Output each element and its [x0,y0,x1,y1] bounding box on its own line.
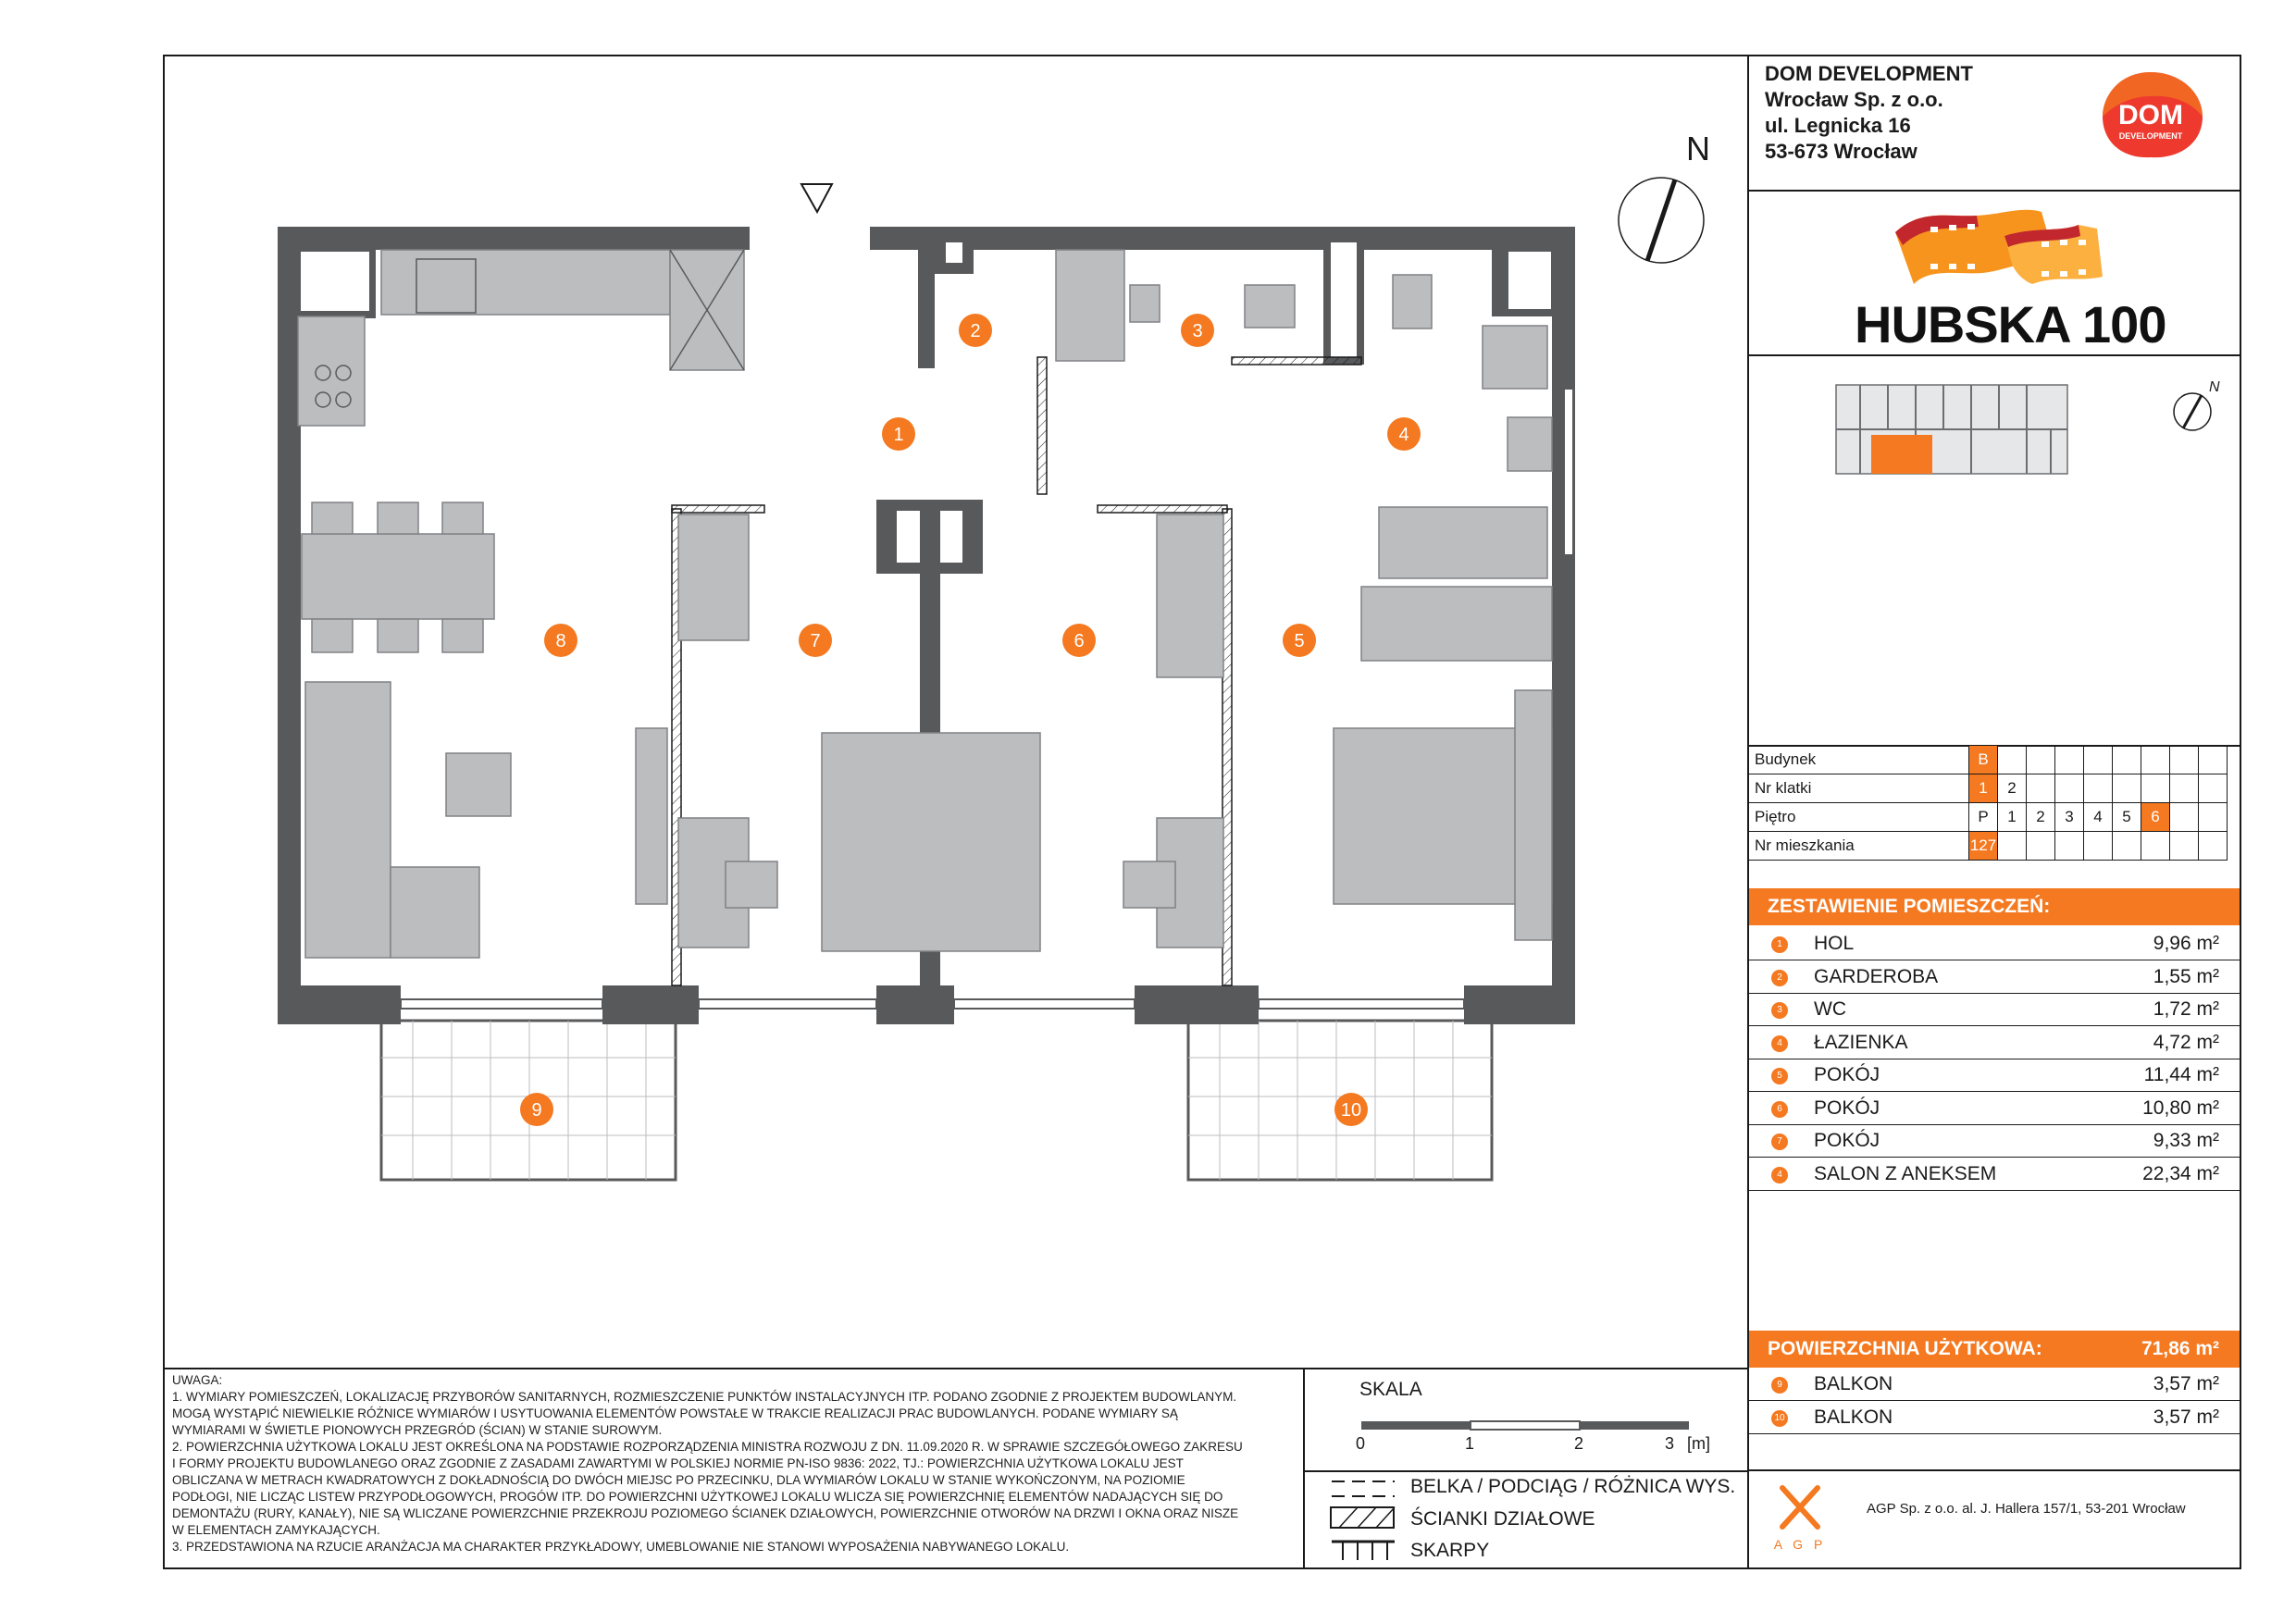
param-cell [2170,832,2199,861]
room-area: 10,80 m² [2142,1096,2219,1119]
rooms-header: ZESTAWIENIE POMIESZCZEŃ: [1749,888,2240,925]
usable-area-header [1749,1331,2240,1368]
room-row [1749,1369,2240,1401]
room-number-badge: 4 [1771,1167,1788,1183]
param-cell [2199,774,2228,803]
entrance-marker [801,184,832,212]
param-cell [2084,774,2113,803]
param-label: Budynek [1749,746,1969,774]
room-badge [544,624,577,657]
svg-text:9: 9 [531,1100,542,1121]
floor-plan [163,55,1747,1368]
room-area: 9,96 m² [2153,933,2219,954]
room-area: 1,55 m² [2153,965,2219,987]
room-area: 22,34 m² [2142,1162,2219,1184]
svg-text:N: N [2209,379,2220,395]
param-cell [2113,746,2141,774]
svg-text:4: 4 [1398,425,1409,445]
svg-text:2: 2 [970,321,981,341]
room5-furniture [1334,690,1552,940]
room-badge [1283,624,1316,657]
scale-tick-2: 2 [1574,1434,1584,1453]
param-cell [2199,746,2228,774]
note-line: UWAGA: [172,1373,223,1387]
svg-text:6: 6 [1074,631,1085,651]
note-line: DEMONTAŻU (RURY, KANAŁY), NIE SĄ WLICZANE POWIERZCHNIE PRZEKROJU POZIOMEGO ŚCIANEK DZIAŁOWYCH, POWIERZCHNIE OTWORÓW NA DRZWI I OKNA ORAZ NISZE [172,1506,1239,1520]
room7-furniture [678,514,1040,951]
note-line: I FORMY PROJEKTU BUDOWLANEGO ORAZ ZGODNIE Z ZASADAMI ZAWARTYMI W POLSKIEJ NORMIE PN-ISO 9836: 2022, TJ.: POWIERZCHNIA UŻYTKOWA LOKALU JEST [172,1456,1184,1470]
scale-tick-1: 1 [1465,1434,1475,1453]
param-cell: 3 [2055,803,2084,832]
param-label: Piętro [1749,803,1969,832]
legend-partition-label: ŚCIANKI DZIAŁOWE [1410,1508,1595,1530]
project-title: HUBSKA 100 [1855,295,2166,353]
param-cell: 6 [2141,803,2170,832]
param-row [1749,774,2228,803]
north-arrow [1619,130,1710,263]
room-name: HOL [1814,933,1855,954]
param-cell [1998,832,2027,861]
room-row [1749,1093,2240,1125]
notes-block [172,1372,1301,1555]
room-row [1749,994,2240,1026]
dining-set [302,502,494,652]
param-cell [2141,774,2170,803]
room-name: POKÓJ [1814,1064,1880,1085]
svg-text:N: N [1686,130,1710,167]
room-badge [799,624,832,657]
legend-reveal-icon [1330,1538,1396,1562]
room-area: 1,72 m² [2153,998,2219,1020]
room-row [1749,1158,2240,1191]
room-area: 3,57 m² [2153,1406,2219,1428]
room-badge [1062,624,1096,657]
legend-beam-icon [1330,1478,1396,1500]
svg-text:10: 10 [1340,1100,1362,1121]
param-cell [2055,746,2084,774]
room-number-badge: 1 [1771,936,1788,953]
param-cell [2084,832,2113,861]
legend-reveal-label: SKARPY [1410,1540,1490,1561]
dom-logo-subtext: DEVELOPMENT [2118,131,2183,141]
room-name: POKÓJ [1814,1130,1880,1151]
param-cell: 2 [1998,774,2027,803]
param-row [1749,803,2228,832]
param-cell: 2 [2027,803,2055,832]
agp-address: AGP Sp. z o.o. al. J. Hallera 157/1, 53-201 Wrocław [1867,1501,2186,1517]
svg-text:5: 5 [1294,631,1305,651]
room-badge [1181,314,1214,347]
building-key-plan [1832,379,2073,486]
param-cell [2113,774,2141,803]
room-row [1749,1027,2240,1059]
room-name: BALKON [1814,1406,1893,1428]
scale-label: SKALA [1359,1379,1422,1400]
note-line: MOGĄ WYSTĄPIĆ NIEWIELKIE RÓŻNICE WYMIARÓW I USYTUOWANIA ELEMENTÓW POWSTAŁE W TRAKCIE REALIZACJI PRAC BUDOWLANYCH. PODANE WYMIARY SĄ [172,1406,1178,1420]
room-area: 3,57 m² [2153,1373,2219,1394]
svg-text:3: 3 [1192,321,1203,341]
room-row [1749,928,2240,960]
note-line: 2. POWIERZCHNIA UŻYTKOWA LOKALU JEST OKREŚLONA NA PODSTAWIE ROZPORZĄDZENIA MINISTRA ROZWOJU Z DN. 11.09.2020 R. W SPRAWIE SZCZEGÓŁOWEGO ZAKRESU [172,1440,1243,1454]
divider-notes [163,1368,1747,1369]
param-cell: P [1969,803,1998,832]
room-number-badge: 6 [1771,1101,1788,1118]
room-badge [1387,417,1421,451]
param-cell [2170,774,2199,803]
room-badge [520,1093,553,1126]
note-line: 1. WYMIARY POMIESZCZEŃ, LOKALIZACJĘ PRZYBORÓW SANITARNYCH, ROZMIESZCZENIE PUNKTÓW INSTALACYJNYCH ITP. PODANO ZGODNIE Z PROJEKTEM BUDOWLANYM. [172,1390,1237,1404]
highlighted-apartment [1871,435,1932,474]
north-arrow-small [2170,377,2226,432]
room-badge [959,314,992,347]
param-cell: B [1969,746,1998,774]
svg-text:1: 1 [893,425,904,445]
param-cell: 127 [1969,832,1998,861]
room-number-badge: 3 [1771,1002,1788,1019]
scale-unit: [m] [1687,1434,1710,1453]
room-name: WC [1814,998,1846,1020]
room-name: POKÓJ [1814,1096,1880,1119]
room-row [1749,961,2240,994]
note-line: W ELEMENTACH ZAMYKAJĄCYCH. [172,1523,380,1537]
agp-logo [1771,1482,1836,1556]
room-area: 11,44 m² [2143,1064,2219,1085]
param-row [1749,746,2228,774]
scale-tick-3: 3 [1665,1434,1675,1453]
room-number-badge: 7 [1771,1134,1788,1150]
room-row [1749,1402,2240,1434]
dom-development-logo [2095,68,2206,161]
usable-area-value: 71,86 m² [2141,1338,2219,1359]
param-label: Nr mieszkania [1749,832,1969,861]
film-strip-logo [1893,199,2106,291]
room-badge [1334,1093,1368,1126]
param-row [1749,832,2228,861]
divider-notes-scale [1303,1368,1305,1569]
param-cell [2055,832,2084,861]
note-line: 3. PRZEDSTAWIONA NA RZUCIE ARANŻACJA MA CHARAKTER PRZYKŁADOWY, UMEBLOWANIE NIE STANOWI WYPOSAŻENIA NABYWANEGO LOKALU. [172,1540,1070,1554]
param-cell [2027,832,2055,861]
dom-logo-text: DOM [2118,100,2183,130]
apartment-parameters [1749,745,2228,861]
room-number-badge: 4 [1771,1035,1788,1052]
living-furniture [305,682,667,958]
param-cell [1998,746,2027,774]
note-line: WYMIARAMI W ŚWIETLE PIONOWYCH PRZEGRÓD (ŚCIAN) W STANIE SUROWYM. [172,1423,663,1437]
divider-agp [1747,1469,2241,1471]
company-address [1765,61,1973,165]
param-cell [2055,774,2084,803]
param-cell [2027,774,2055,803]
svg-text:8: 8 [555,631,566,651]
param-label: Nr klatki [1749,774,1969,803]
param-cell [2113,832,2141,861]
room-number-badge: 5 [1771,1068,1788,1084]
bathroom-fixtures [1056,250,1552,661]
room-area: 4,72 m² [2153,1031,2219,1053]
param-cell [2084,746,2113,774]
param-cell [2170,803,2199,832]
room-number-badge: 2 [1771,970,1788,986]
note-line: OBLICZANA W METRACH KWADRATOWYCH Z DOKŁADNOŚCIĄ DO DWÓCH MIEJSC PO PRZECINKU, DLA WYMIARÓW LOKALU W STANIE WYKOŃCZONYM, NA POZIOMIE [172,1473,1185,1487]
note-line: PODŁOGI, NIE LICZĄC LISTEW PRZYPODŁOGOWYCH, PROGÓW ITP. DO POWIERZCHNI UŻYTKOWEJ LOKALU WLICZA SIĘ POWIERZCHNIĘ ELEMENTÓW NADAJĄCYCH SIĘ DO [172,1490,1223,1504]
room-badge [882,417,915,451]
room-number-badge: 9 [1771,1377,1788,1394]
legend-partition-icon [1330,1506,1396,1530]
legend-beam-label: BELKA / PODCIĄG / RÓŻNICA WYS. [1410,1476,1736,1497]
param-cell: 1 [1969,774,1998,803]
param-cell [2199,832,2228,861]
param-cell [2141,832,2170,861]
scale-tick-0: 0 [1356,1434,1366,1453]
room-name: BALKON [1814,1373,1893,1394]
param-cell: 5 [2113,803,2141,832]
param-cell: 1 [1998,803,2027,832]
company-city: 53-673 Wrocław [1765,140,1917,163]
param-cell: 4 [2084,803,2113,832]
room-number-badge: 10 [1771,1410,1788,1427]
param-cell [2027,746,2055,774]
param-cell [2141,746,2170,774]
company-name: DOM DEVELOPMENT [1765,62,1973,85]
room-row [1749,1125,2240,1158]
divider-title [1747,354,2241,356]
svg-text:A G P: A G P [1773,1537,1827,1552]
svg-text:7: 7 [810,631,821,651]
room-row [1749,1059,2240,1092]
usable-area-label: POWIERZCHNIA UŻYTKOWA: [1768,1338,2042,1359]
divider-company [1747,190,2241,192]
param-cell [2170,746,2199,774]
room-name: ŁAZIENKA [1814,1031,1908,1053]
room-name: GARDEROBA [1814,965,1939,987]
room6-furniture [1123,514,1223,948]
room-name: SALON Z ANEKSEM [1814,1162,1997,1184]
room-area: 9,33 m² [2153,1130,2219,1151]
param-cell [2199,803,2228,832]
divider-scale-legend [1303,1470,1747,1472]
company-line-2: Wrocław Sp. z o.o. [1765,88,1943,111]
scale-bar [1360,1419,1694,1433]
company-street: ul. Legnicka 16 [1765,114,1911,137]
